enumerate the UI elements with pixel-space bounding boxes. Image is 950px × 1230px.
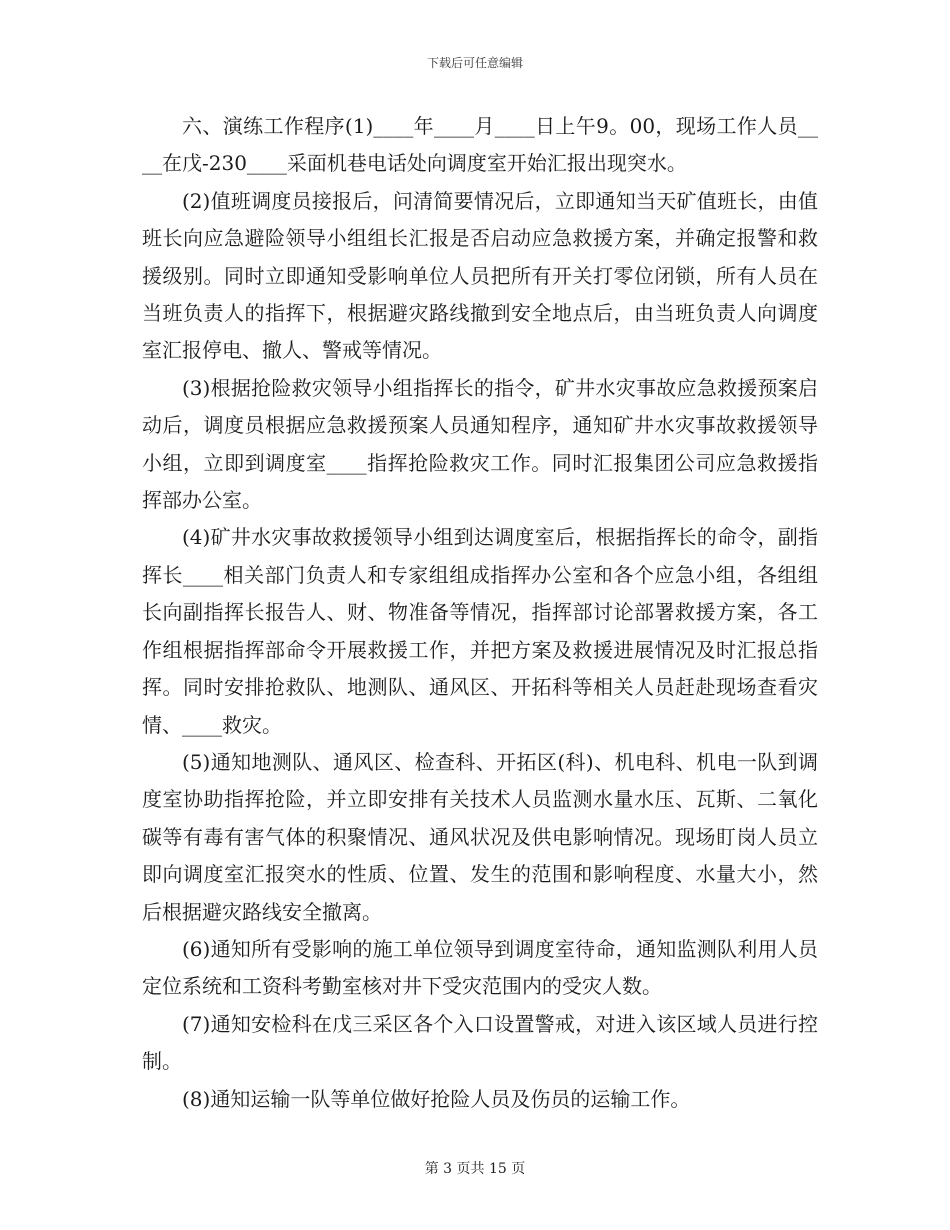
paragraph-step-7: (7)通知安检科在戊三采区各个入口设置警戒，对进入该区域人员进行控制。 [142, 1011, 818, 1074]
page-number: 第 3 页共 15 页 [424, 1161, 526, 1177]
paragraph-step-8: (8)通知运输一队等单位做好抢险人员及伤员的运输工作。 [182, 1086, 691, 1111]
page-header-note: 下载后可任意编辑 [426, 56, 523, 70]
paragraph-step-6: (6)通知所有受影响的施工单位领导到调度室待命，通知监测队利用人员定位系统和工资科考勤室核对井下受灾范围内的受灾人数。 [142, 936, 818, 999]
paragraph-drill-procedure-1: 六、演练工作程序(1)____年____月____日上午9。00，现场工作人员____在戊-230____采面机巷电话处向调度室开始汇报出现突水。 [142, 114, 818, 176]
paragraph-step-5: (5)通知地测队、通风区、检查科、开拓区(科)、机电科、机电一队到调度室协助指挥抢险，并立即安排有关技术人员监测水量水压、瓦斯、二氧化碳等有毒有害气体的积聚情况、通风状况及供电影响情况。现场盯岗人员立即向调度室汇报突水的性质、位置、发生的范围和影响程度、水量大小，然后根据避灾路线安全撤离。 [142, 749, 818, 924]
paragraph-step-3: (3)根据抢险救灾领导小组指挥长的指令，矿井水灾事故应急救援预案启动后，调度员根据应急救援预案人员通知程序，通知矿井水灾事故救援领导小组，立即到调度室____指挥抢险救灾工作。同时汇报集团公司应急救援指挥部办公室。 [142, 375, 818, 513]
paragraph-step-4: (4)矿井水灾事故救援领导小组到达调度室后，根据指挥长的命令，副指挥长____相关部门负责人和专家组组成指挥办公室和各个应急小组，各组组长向副指挥长报告人、财、物准备等情况，指挥部讨论部署救援方案，各工作组根据指挥部命令开展救援工作，并把方案及救援进展情况及时汇报总指挥。同时安排抢救队、地测队、通风区、开拓科等相关人员赶赴现场查看灾情、____救灾。 [142, 525, 818, 737]
paragraph-step-2: (2)值班调度员接报后，问清简要情况后，立即通知当天矿值班长，由值班长向应急避险领导小组组长汇报是否启动应急救援方案，并确定报警和救援级别。同时立即通知受影响单位人员把所有开关打零位闭锁，所有人员在当班负责人的指挥下，根据避灾路线撤到安全地点后，由当班负责人向调度室汇报停电、撤人、警戒等情况。 [142, 188, 818, 363]
document-body [142, 108, 818, 1118]
